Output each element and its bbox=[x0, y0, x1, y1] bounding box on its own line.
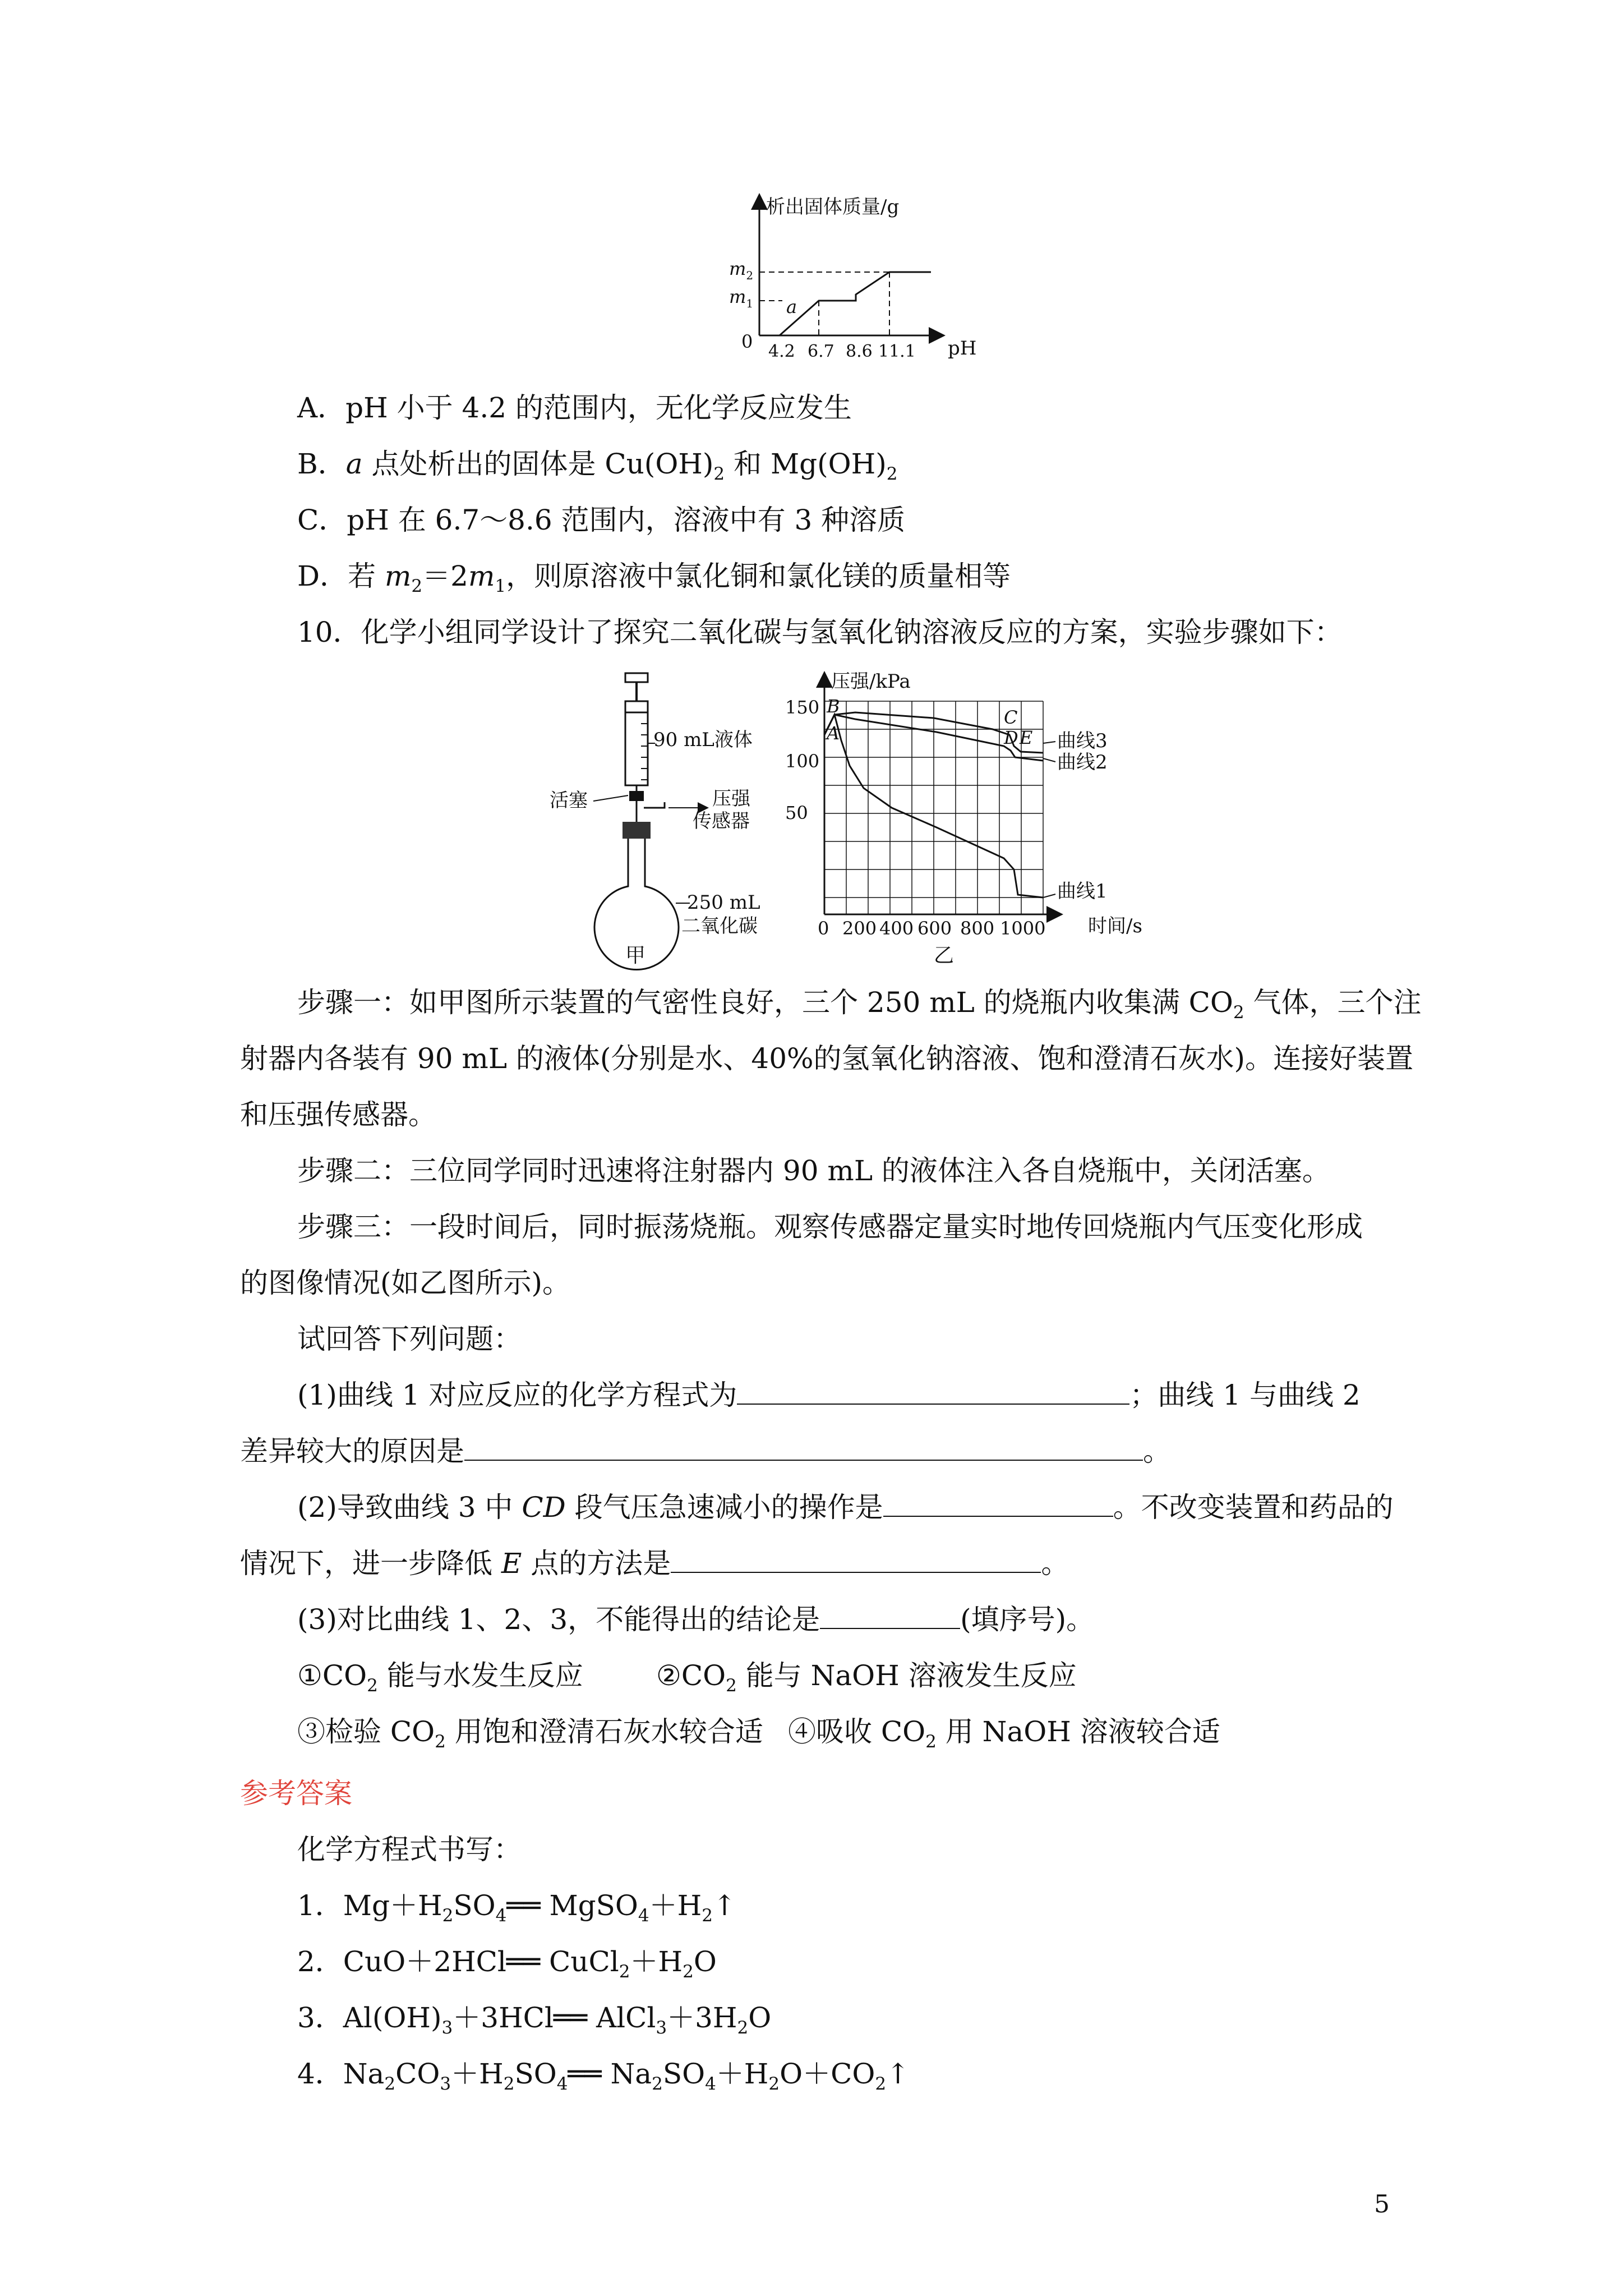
y-axis-label-pressure: 压强/kPa bbox=[831, 670, 911, 693]
option-c: C．pH 在 6.7～8.6 范围内，溶液中有 3 种溶质 bbox=[297, 504, 906, 536]
sensor-label-2: 传感器 bbox=[693, 810, 750, 832]
q3-line: (3)对比曲线 1、2、3，不能得出的结论是 (填序号)。 bbox=[297, 1603, 1095, 1636]
step2: 步骤二：三位同学同时迅速将注射器内 90 mL 的液体注入各自烧瓶中，关闭活塞。 bbox=[297, 1154, 1330, 1187]
y-axis-label: 析出固体质量/g bbox=[766, 196, 900, 218]
point-e-label: E bbox=[1020, 727, 1033, 748]
y-tick-label: 150 bbox=[785, 697, 820, 718]
mass-curve bbox=[780, 272, 931, 335]
point-d-label: D bbox=[1004, 727, 1018, 748]
choice-2: $②CO_2$ 能与 NaOH 溶液发生反应 bbox=[656, 1659, 1077, 1696]
point-a2-label: A bbox=[827, 723, 840, 744]
x-tick-label: 400 bbox=[879, 918, 914, 939]
q2-blank-operation[interactable] bbox=[883, 1493, 1113, 1517]
q1-blank-equation[interactable] bbox=[737, 1381, 1129, 1405]
x-tick-label: 800 bbox=[960, 918, 995, 939]
curve-3-label: 曲线3 bbox=[1057, 730, 1108, 752]
choice-3: ③检验 $CO_2$ 用饱和澄清石灰水较合适 bbox=[297, 1715, 763, 1752]
m2-label: $m_2$ bbox=[729, 258, 754, 282]
apparatus-diagram bbox=[538, 668, 785, 970]
apparatus-caption: 甲 bbox=[625, 944, 646, 967]
origin-label: 0 bbox=[741, 331, 753, 352]
q1-line2: 差异较大的原因是 。 bbox=[240, 1435, 1171, 1467]
flask-label-1: 250 mL bbox=[687, 891, 760, 914]
pressure-chart bbox=[780, 668, 1172, 970]
valve bbox=[629, 791, 644, 801]
liquid-label: 90 mL液体 bbox=[653, 729, 753, 751]
option-a: A．pH 小于 4.2 的范围内，无化学反应发生 bbox=[297, 392, 852, 424]
curve-1-label: 曲线1 bbox=[1057, 880, 1108, 903]
x-tick-1: 4.2 bbox=[768, 342, 795, 361]
step1-line1: 步骤一：如甲图所示装置的气密性良好，三个 250 mL 的烧瓶内收集满 $CO_2$ 气体，三个注 bbox=[297, 986, 1422, 1023]
x-tick-label: 0 bbox=[818, 918, 829, 939]
y-tick-label: 50 bbox=[785, 802, 808, 823]
step3-line1: 步骤三：一段时间后，同时振荡烧瓶。观察传感器定量实时地传回烧瓶内气压变化形成 bbox=[297, 1211, 1363, 1243]
step1-line2: 射器内各装有 90 mL 的液体(分别是水、40%的氢氧化钠溶液、饱和澄清石灰水)。连接好装置 bbox=[240, 1042, 1414, 1075]
point-b-label: B bbox=[827, 696, 840, 717]
equation-1: 1．$Mg+H_2SO_4══$ $MgSO_4+H_2↑$ bbox=[297, 1889, 736, 1926]
x-tick-2: 6.7 bbox=[808, 342, 834, 361]
q1-blank-reason[interactable] bbox=[464, 1437, 1143, 1461]
x-tick-3: 8.6 bbox=[846, 342, 873, 361]
choice-1: $①CO_2$ 能与水发生反应 bbox=[297, 1659, 583, 1696]
ask-heading: 试回答下列问题： bbox=[297, 1323, 522, 1355]
sensor-label-1: 压强 bbox=[712, 788, 750, 810]
question-10: 10．化学小组同学设计了探究二氧化碳与氢氧化钠溶液反应的方案，实验步骤如下： bbox=[297, 616, 1343, 648]
x-tick-label: 1000 bbox=[1000, 918, 1046, 939]
precipitate-mass-chart bbox=[712, 185, 993, 370]
q2-line2: 情况下，进一步降低 E 点的方法是 。 bbox=[240, 1547, 1069, 1580]
curve-2-label: 曲线2 bbox=[1057, 751, 1108, 774]
m1-label: $m_1$ bbox=[729, 286, 754, 310]
valve-label: 活塞 bbox=[550, 789, 588, 812]
x-axis-label: pH bbox=[948, 337, 977, 360]
step3-line2: 的图像情况(如乙图所示)。 bbox=[240, 1267, 571, 1299]
equation-3: 3．$Al(OH)_3+3HCl══$ $AlCl_3+3H_2O$ bbox=[297, 2001, 772, 2038]
syringe bbox=[625, 701, 648, 785]
chart2-caption: 乙 bbox=[934, 944, 955, 967]
x-tick-label: 600 bbox=[917, 918, 952, 939]
x-axis-label-time: 时间/s bbox=[1088, 915, 1142, 937]
y-tick-label: 100 bbox=[785, 751, 820, 772]
step1-line3: 和压强传感器。 bbox=[240, 1098, 436, 1131]
q2-line1: (2)导致曲线 3 中 CD 段气压急速减小的操作是 。不改变装置和药品的 bbox=[297, 1491, 1394, 1524]
flask-label-2: 二氧化碳 bbox=[681, 915, 758, 937]
point-a-label: a bbox=[786, 296, 797, 318]
q1-line1: (1)曲线 1 对应反应的化学方程式为 ；曲线 1 与曲线 2 bbox=[297, 1379, 1361, 1411]
choice-4: ④吸收 $CO_2$ 用 NaOH 溶液较合适 bbox=[788, 1715, 1220, 1752]
equation-4: 4．$Na_2CO_3+H_2SO_4══$ $Na_2SO_4+H_2O+CO_2↑$ bbox=[297, 2058, 910, 2094]
option-b: B．a 点处析出的固体是 $Cu(OH)_2$ 和 $Mg(OH)_2$ bbox=[297, 448, 898, 484]
equation-2: 2．CuO＋2HCl══ $CuCl_2+H_2O$ bbox=[297, 1945, 717, 1982]
answer-title: 参考答案 bbox=[240, 1777, 352, 1810]
equation-title: 化学方程式书写： bbox=[297, 1833, 522, 1866]
x-tick-4: 11.1 bbox=[878, 342, 916, 361]
page-number: 5 bbox=[1374, 2190, 1390, 2219]
q3-blank-choice[interactable] bbox=[820, 1605, 960, 1629]
q2-blank-method[interactable] bbox=[671, 1549, 1041, 1573]
x-tick-label: 200 bbox=[842, 918, 877, 939]
point-c-label: C bbox=[1004, 707, 1018, 728]
option-d: D．若 $m_2=2m_1$，则原溶液中氯化铜和氯化镁的质量相等 bbox=[297, 560, 1011, 596]
